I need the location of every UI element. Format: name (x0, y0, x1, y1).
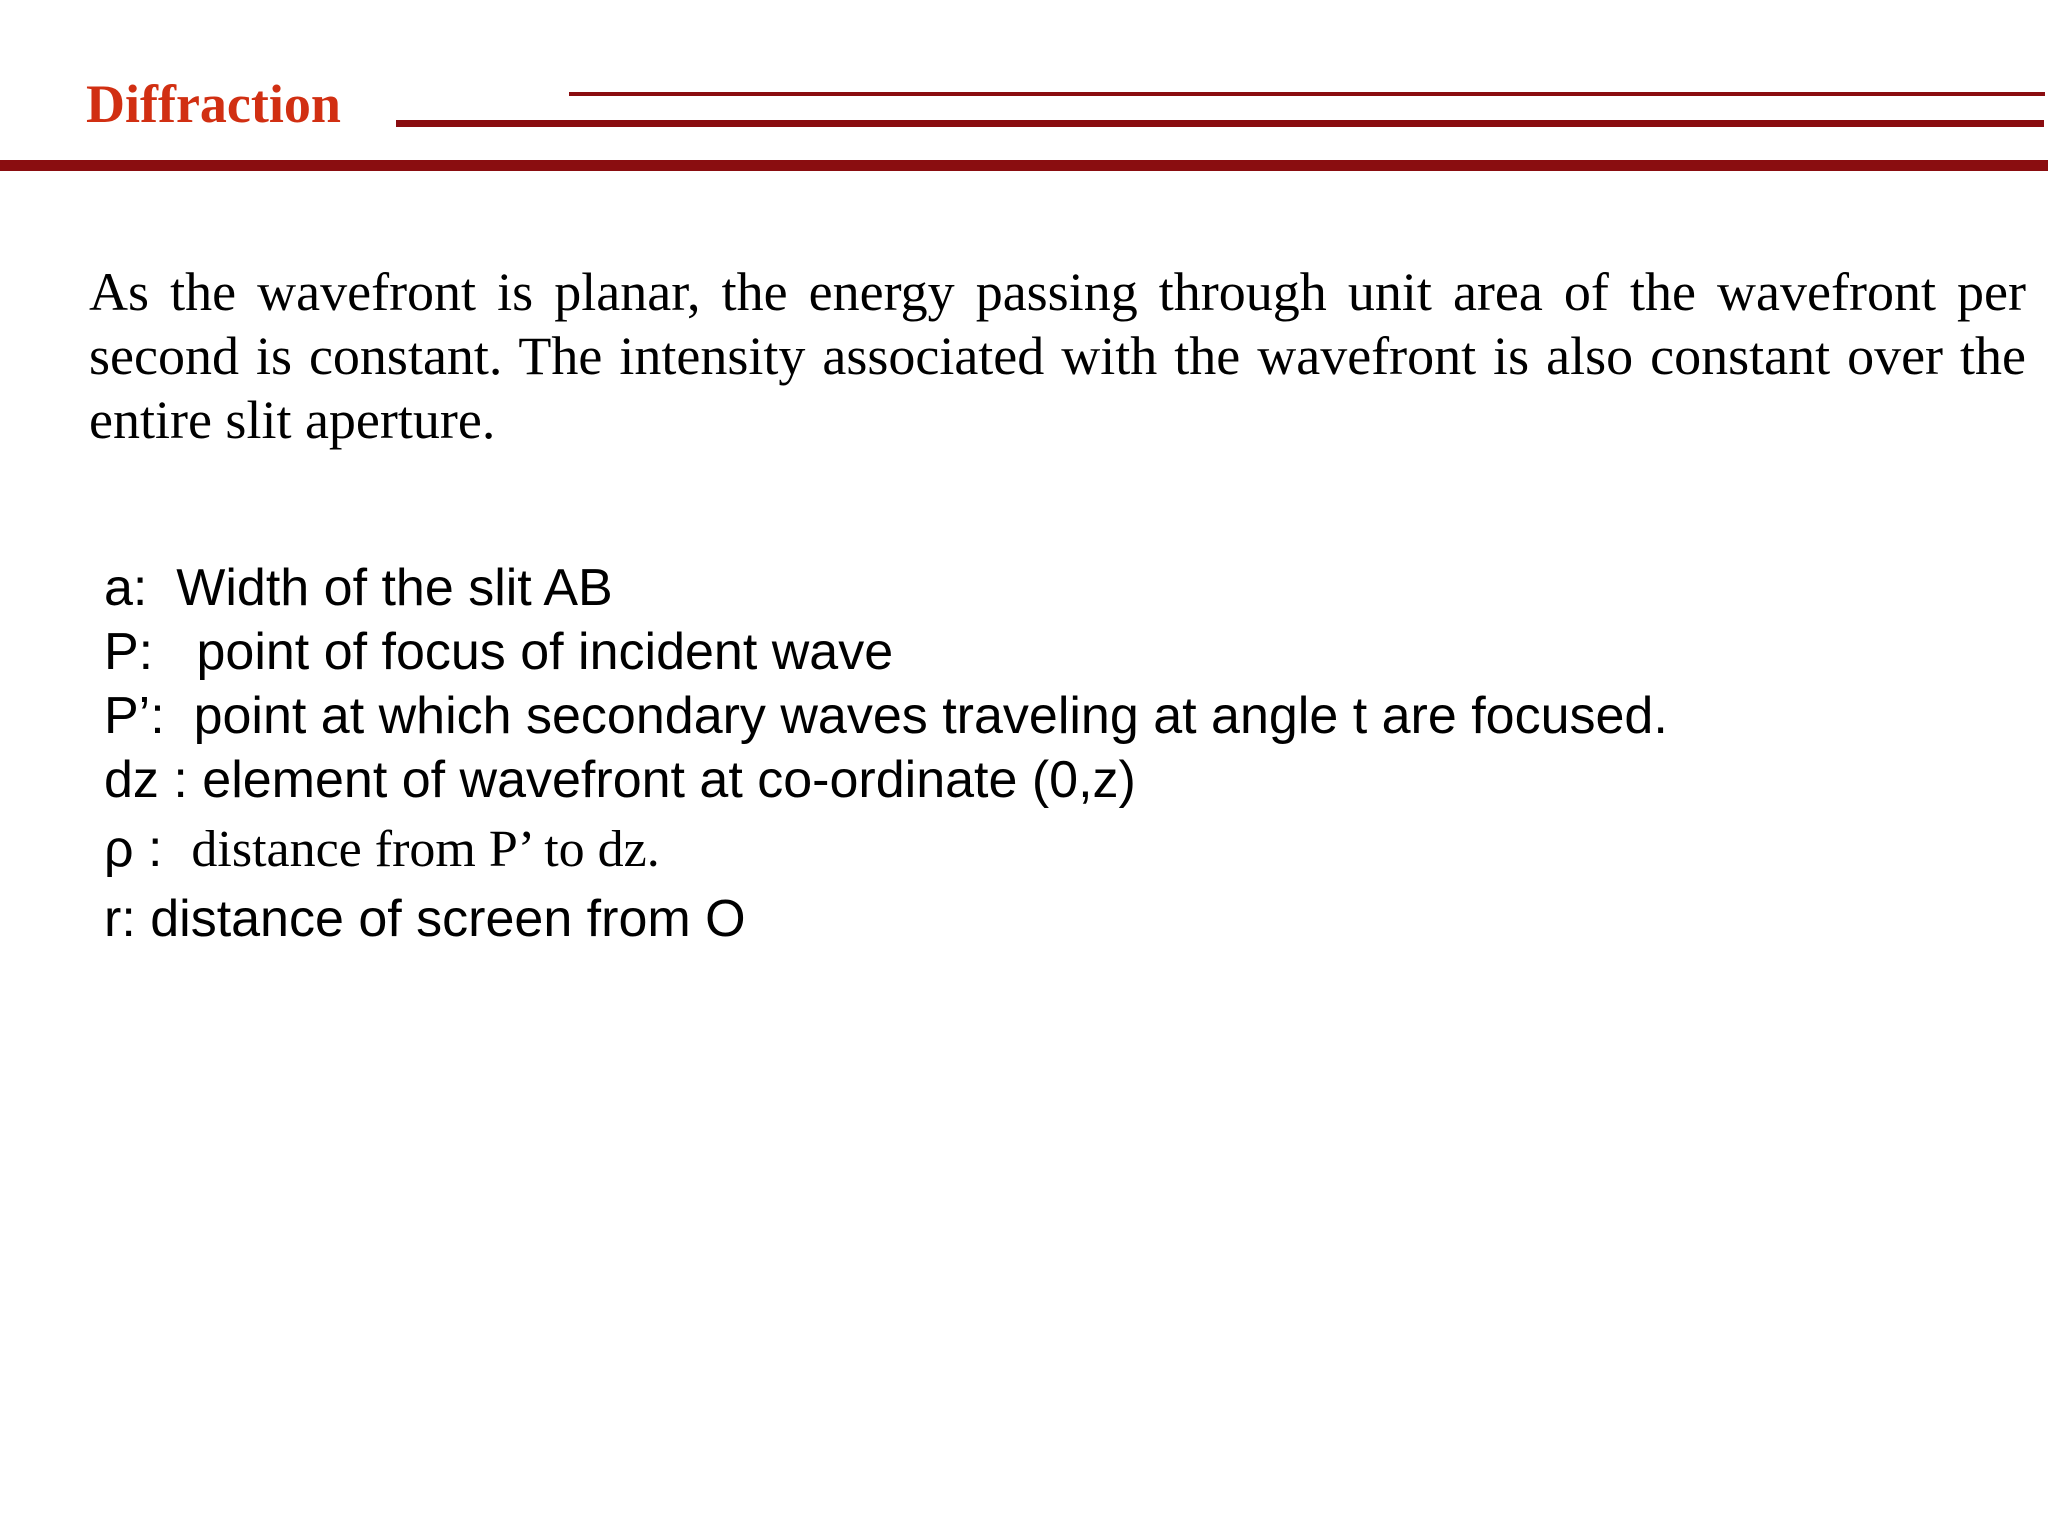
body-paragraph: As the wavefront is planar, the energy passing through unit area of the wavefront per second is constant. The intensity associated with the wavefront is also constant over the entire slit aperture. (89, 262, 2026, 450)
definition-term: P’: (104, 687, 165, 745)
title-rule-thin (569, 92, 2045, 96)
definition-term: dz : (104, 751, 188, 809)
title-rule-medium (396, 120, 2044, 127)
header-divider (0, 160, 2048, 171)
definition-term: a: (104, 559, 148, 617)
definition-text: point at which secondary waves traveling at angle t are focused. (193, 687, 1668, 745)
definition-item (104, 684, 2004, 748)
definition-item (104, 556, 2004, 620)
definition-item (104, 620, 2004, 684)
slide-title: Diffraction (86, 74, 341, 134)
definition-item (104, 748, 2004, 812)
definition-term: P: (104, 623, 154, 681)
definition-text: Width of the slit AB (176, 559, 613, 617)
definition-item (104, 887, 2004, 951)
definition-text: distance of screen from O (150, 890, 746, 948)
definition-list (104, 556, 2004, 951)
definition-term: ρ : (104, 820, 163, 878)
definition-text: element of wavefront at co-ordinate (0,z) (202, 751, 1136, 809)
definition-term: r: (104, 890, 136, 948)
definition-text: distance from P’ to dz. (191, 821, 660, 878)
definition-text: point of focus of incident wave (196, 623, 894, 681)
definition-item (104, 812, 2004, 887)
